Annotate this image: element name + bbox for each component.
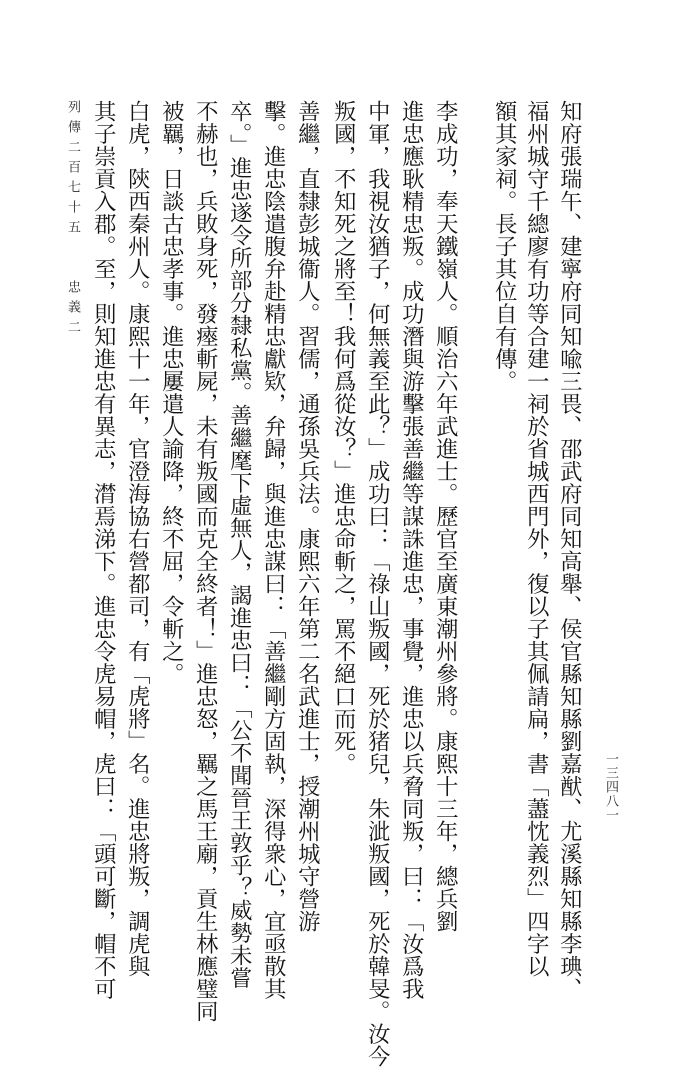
- text-column-12: 被羈，日談古忠孝事。進忠屢遣人諭降，終不屈，令斬之。: [158, 100, 185, 685]
- margin-section: 列傳二百七十五: [65, 100, 80, 240]
- text-column-5: 進忠應耿精忠叛。成功潛與游擊張善繼等謀誅進忠，事覺，進忠以兵脅同叛，曰：「汝爲我: [398, 100, 425, 1000]
- text-column-2: 福州城守千總廖有功等合建一祠於省城西門外，復以子其佩請扁，書「藎忱義烈」四字以: [523, 100, 550, 978]
- text-column-14: 其子崇貢入郡。至，則知進忠有異志，潸焉涕下。進忠令虎易帽，虎曰：「頭可斷，帽不可: [90, 100, 117, 1000]
- page-number: 一三四八一: [603, 752, 618, 822]
- text-column-1: 知府張瑞午、建寧府同知喩三畏、邵武府同知高舉、侯官縣知縣劉嘉猷、尤溪縣知縣李琠、: [556, 100, 583, 1000]
- text-column-13: 白虎，陝西秦州人。康熙十一年，官澄海協右營都司，有「虎將」名。進忠將叛，調虎與: [124, 100, 151, 978]
- text-column-4: 李成功，奉天鐵嶺人。順治六年武進士。歷官至廣東潮州參將。康熙十三年，總兵劉: [432, 100, 459, 933]
- text-column-8: 善繼，直隸彭城衞人。習儒，通孫吳兵法。康熙六年第二名武進士，授潮州城守營游: [294, 100, 321, 933]
- text-column-11: 不赫也，兵敗身死，發瘞斬屍，未有叛國而克全終者！」進忠怒，羈之馬王廟，貢生林應璧同: [192, 100, 219, 1023]
- running-header: [66, 100, 79, 340]
- text-column-3: 額其家祠。長子其位自有傳。: [491, 100, 518, 393]
- text-column-7: 叛國，不知死之將至！我何爲從汝？」進忠命斬之，罵不絕口而死。: [330, 100, 357, 775]
- margin-chapter: 忠義二: [65, 280, 80, 340]
- text-column-6: 中軍，我視汝猶子，何無義至此？」成功曰：「祿山叛國，死於猪兒，朱泚叛國，死於韓旻。汝今: [364, 100, 391, 1068]
- text-column-10: 卒。」進忠遂令所部分隸私黨。善繼麾下虛無人，謁進忠曰：「公不聞晉王敦乎？威勢未嘗: [226, 100, 253, 989]
- text-column-9: 擊。進忠陰遣腹弁赴精忠獻欵，弁歸，與進忠謀曰：「善繼剛方固執，深得衆心，宜亟散其: [260, 100, 287, 1000]
